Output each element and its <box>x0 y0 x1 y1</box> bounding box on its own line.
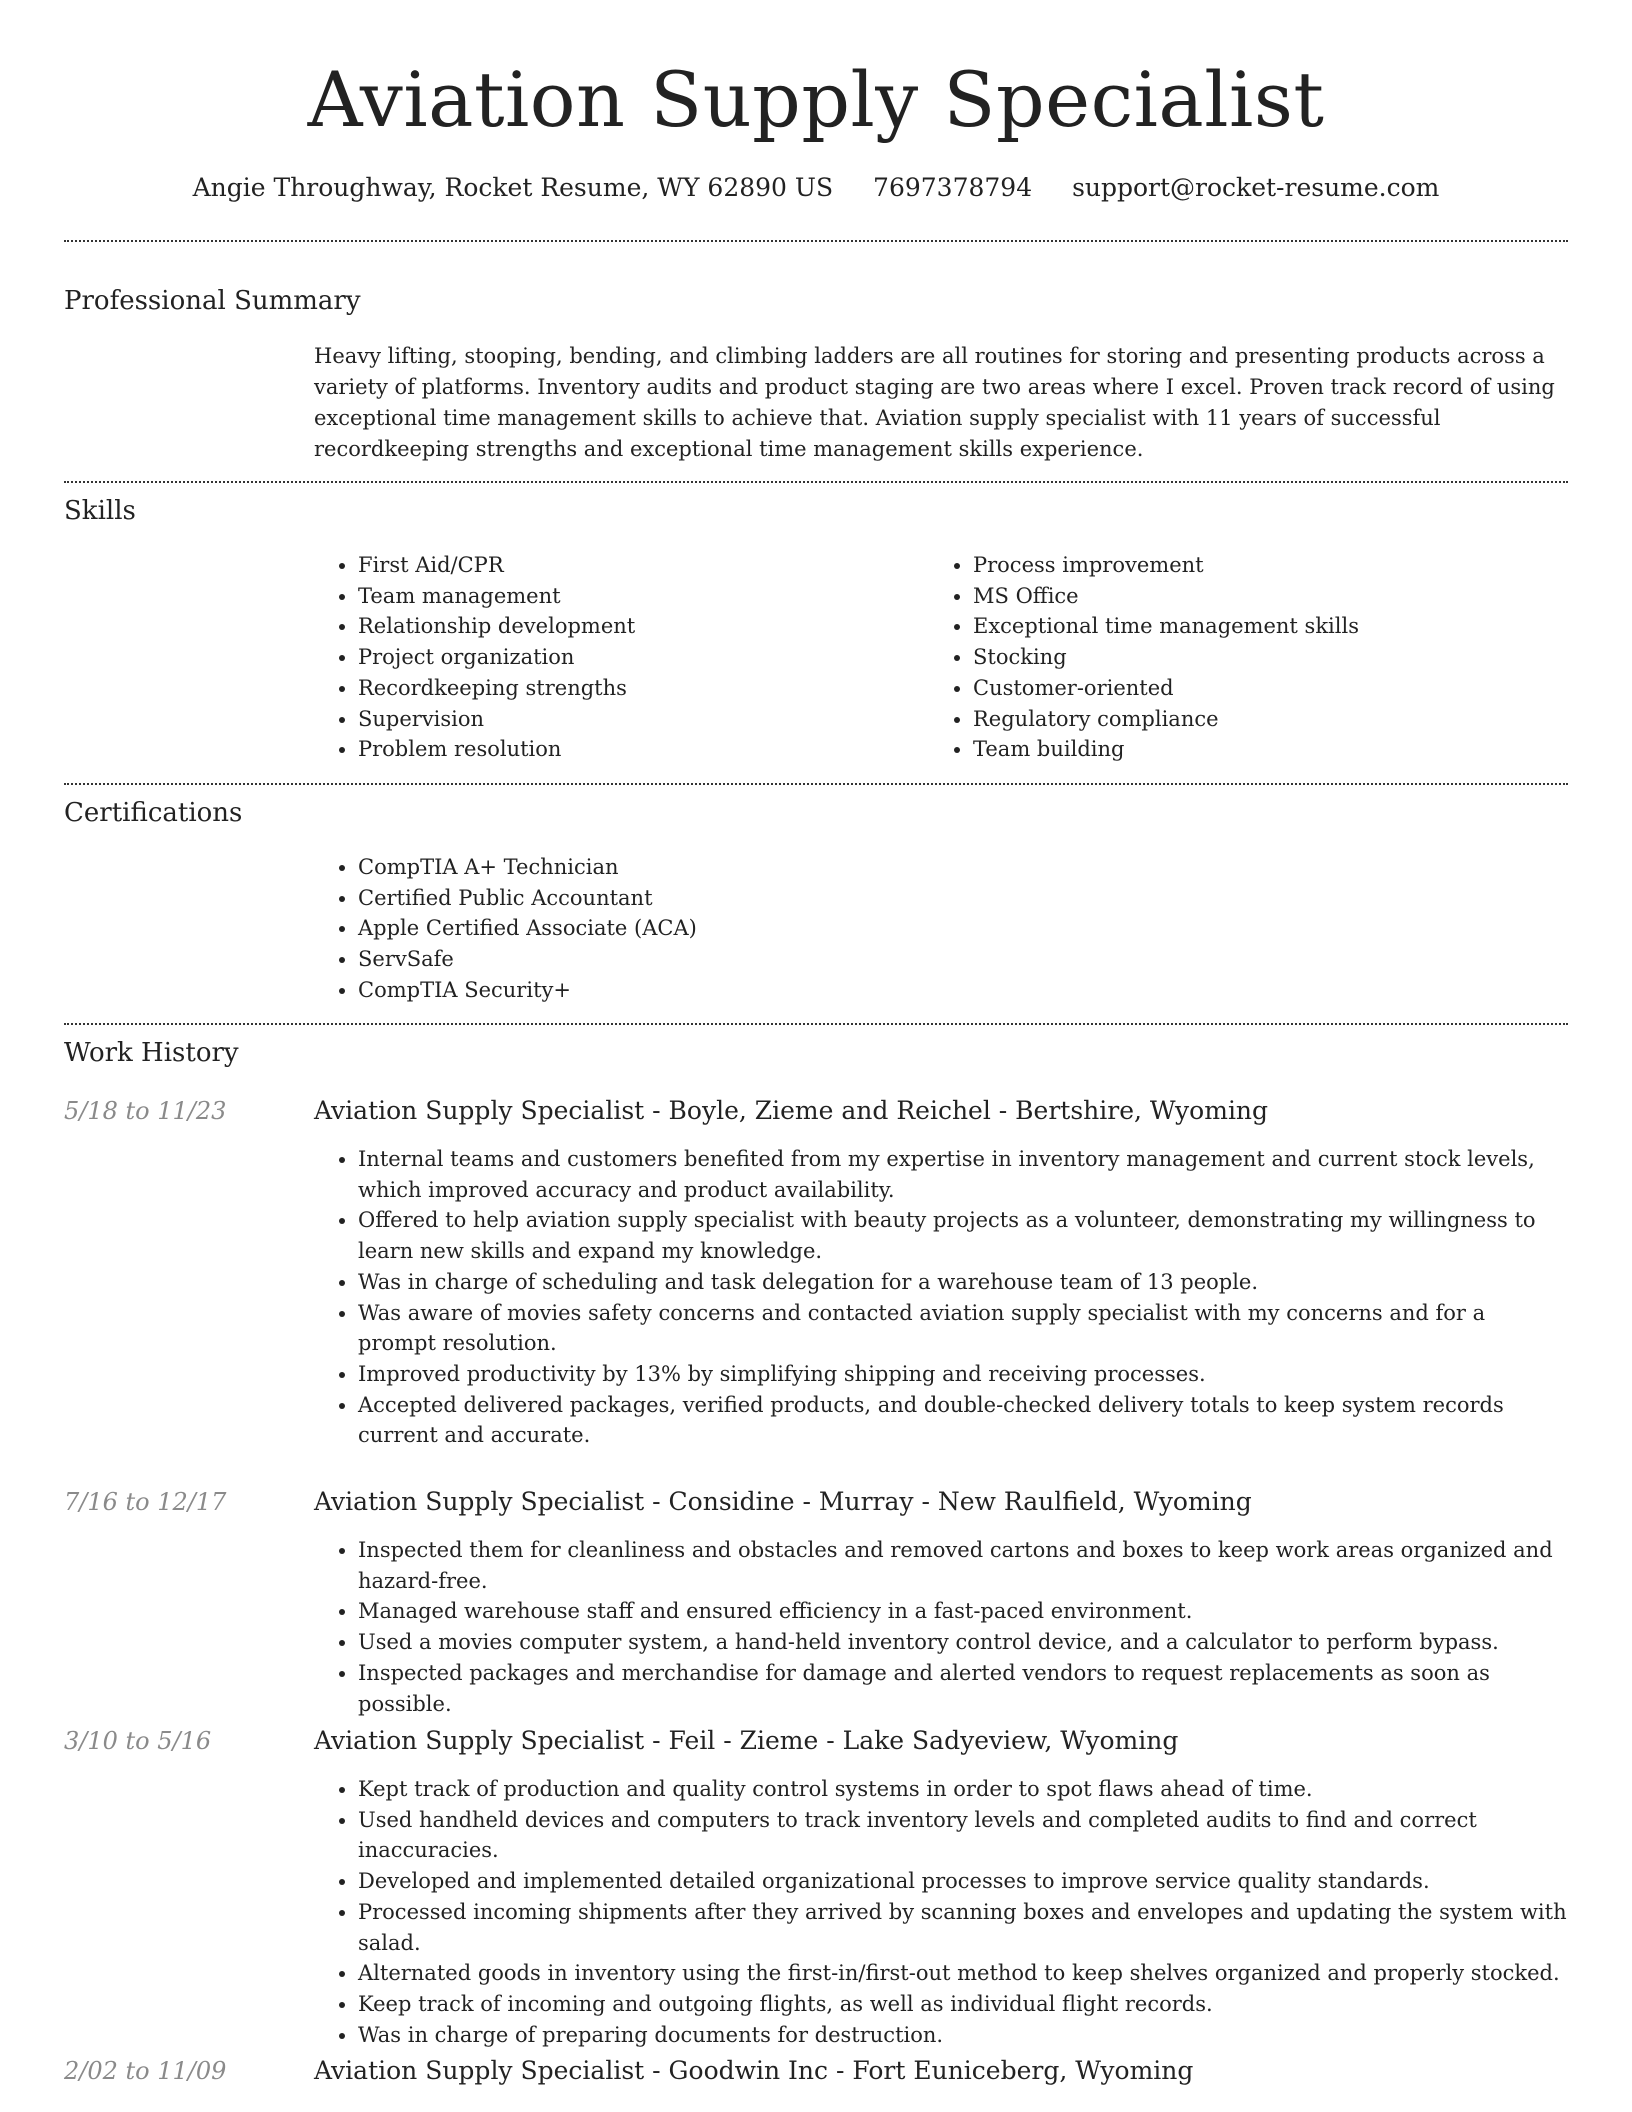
contact-phone: 7697378794 <box>873 173 1033 202</box>
skills-heading: Skills <box>64 496 136 526</box>
skill-item: • Supervision <box>358 704 918 735</box>
certification-item: • ServSafe <box>358 944 1558 975</box>
job-bullet: • Alternated goods in inventory using the first-in/first-out method to keep shelves organized and properly stocked. <box>358 1958 1568 1989</box>
skill-item: • Problem resolution <box>358 734 918 765</box>
job-bullet: • Offered to help aviation supply specialist with beauty projects as a volunteer, demonstrating my willingness to learn new skills and expand my knowledge. <box>358 1205 1568 1266</box>
job-dates: 7/16 to 12/17 <box>64 1488 227 1516</box>
certification-item: • Apple Certified Associate (ACA) <box>358 913 1558 944</box>
skill-item: • Regulatory compliance <box>973 704 1573 735</box>
summary-heading: Professional Summary <box>64 286 361 316</box>
contact-line <box>0 170 1632 206</box>
job-bullet: • Processed incoming shipments after they arrived by scanning boxes and envelopes and updating the system with salad. <box>358 1897 1568 1958</box>
job-bullet: • Internal teams and customers benefited from my expertise in inventory management and current stock levels, which improved accuracy and product availability. <box>358 1144 1568 1205</box>
resume-name-title: Aviation Supply Specialist <box>307 55 1325 144</box>
skill-item: • Recordkeeping strengths <box>358 673 918 704</box>
job-bullets <box>314 1144 1568 1451</box>
skill-item: • First Aid/CPR <box>358 550 918 581</box>
job-bullet: • Keep track of incoming and outgoing flights, as well as individual flight records. <box>358 1989 1568 2020</box>
job-bullet: • Improved productivity by 13% by simplifying shipping and receiving processes. <box>358 1359 1568 1390</box>
section-divider <box>64 481 1568 483</box>
skill-item: • Team management <box>358 581 918 612</box>
job-bullet: • Developed and implemented detailed organizational processes to improve service quality standards. <box>358 1866 1568 1897</box>
job-dates: 3/10 to 5/16 <box>64 1727 212 1755</box>
contact-address: Angie Throughway, Rocket Resume, WY 62890 US <box>192 173 834 202</box>
job-bullet: • Kept track of production and quality control systems in order to spot flaws ahead of time. <box>358 1774 1568 1805</box>
job-bullet: • Inspected packages and merchandise for damage and alerted vendors to request replacements as soon as possible. <box>358 1658 1568 1719</box>
job-bullet: • Used a movies computer system, a hand-held inventory control device, and a calculator to perform bypass. <box>358 1627 1568 1658</box>
section-divider <box>64 783 1568 785</box>
job-bullet: • Was aware of movies safety concerns and contacted aviation supply specialist with my concerns and for a prompt resolution. <box>358 1298 1568 1359</box>
job-bullet: • Inspected them for cleanliness and obstacles and removed cartons and boxes to keep work areas organized and hazard-free. <box>358 1535 1568 1596</box>
job-bullet: • Accepted delivered packages, verified products, and double-checked delivery totals to keep system records current and accurate. <box>358 1390 1568 1451</box>
skill-item: • Process improvement <box>973 550 1573 581</box>
job-bullet: • Was in charge of preparing documents for destruction. <box>358 2020 1568 2051</box>
job-bullet: • Was in charge of scheduling and task delegation for a warehouse team of 13 people. <box>358 1267 1568 1298</box>
skill-item: • Team building <box>973 734 1573 765</box>
job-bullets <box>314 1535 1568 1719</box>
skill-item: • MS Office <box>973 581 1573 612</box>
certification-item: • CompTIA A+ Technician <box>358 852 1558 883</box>
skill-item: • Customer-oriented <box>973 673 1573 704</box>
skill-item: • Relationship development <box>358 611 918 642</box>
job-title: Aviation Supply Specialist - Considine - Murray - New Raulfield, Wyoming <box>314 1487 1252 1516</box>
job-title: Aviation Supply Specialist - Feil - Zieme - Lake Sadyeview, Wyoming <box>314 1726 1179 1755</box>
certifications-heading: Certifications <box>64 798 243 828</box>
skill-item: • Exceptional time management skills <box>973 611 1573 642</box>
skills-list-right <box>929 550 1573 765</box>
contact-email: support@rocket-resume.com <box>1072 173 1440 202</box>
certification-item: • CompTIA Security+ <box>358 975 1558 1006</box>
work-history-heading: Work History <box>64 1038 239 1068</box>
summary-text: Heavy lifting, stooping, bending, and climbing ladders are all routines for storing and presenting products across a variety of platforms. Inventory audits and product staging are two areas where I excel. Proven track record of using exceptional time management skills to achieve that. Aviation supply specialist with 11 years of successful recordkeeping strengths and exceptional time management skills experience. <box>314 344 1555 461</box>
skill-item: • Stocking <box>973 642 1573 673</box>
job-title: Aviation Supply Specialist - Boyle, Zieme and Reichel - Bertshire, Wyoming <box>314 1096 1269 1125</box>
job-bullet: • Managed warehouse staff and ensured efficiency in a fast-paced environment. <box>358 1596 1568 1627</box>
skills-list-left <box>314 550 918 765</box>
job-dates: 2/02 to 11/09 <box>64 2057 227 2085</box>
certifications-list <box>314 852 1558 1006</box>
job-bullets <box>314 1774 1568 2050</box>
section-divider <box>64 1023 1568 1025</box>
job-bullet: • Used handheld devices and computers to track inventory levels and completed audits to find and correct inaccuracies. <box>358 1805 1568 1866</box>
job-title: Aviation Supply Specialist - Goodwin Inc - Fort Euniceberg, Wyoming <box>314 2056 1194 2085</box>
skill-item: • Project organization <box>358 642 918 673</box>
certification-item: • Certified Public Accountant <box>358 883 1558 914</box>
job-dates: 5/18 to 11/23 <box>64 1097 227 1125</box>
section-divider <box>64 240 1568 242</box>
